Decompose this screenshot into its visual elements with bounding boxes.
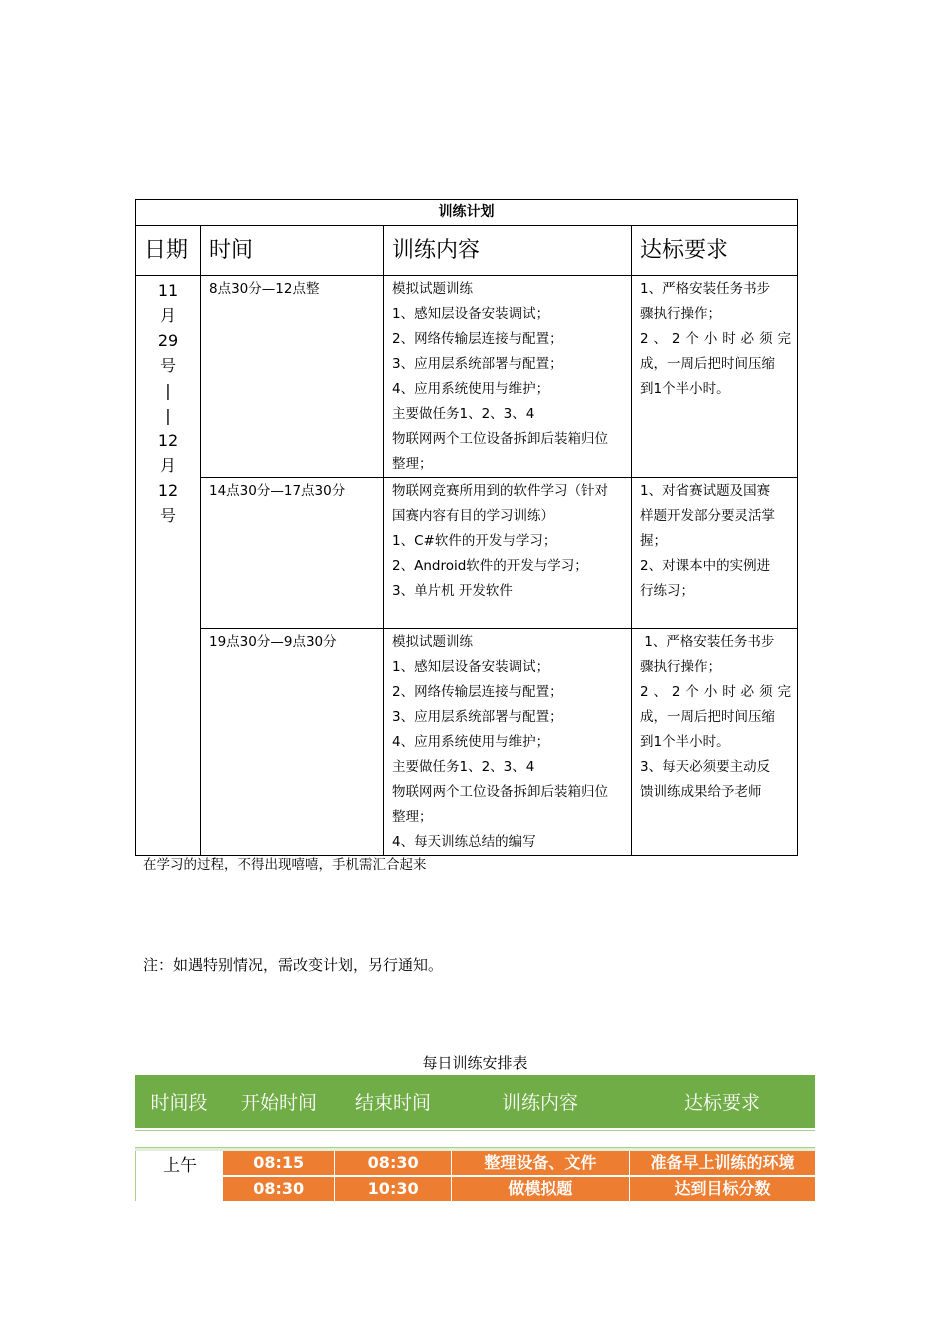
requirement-line: 到1个半小时。 [640,734,730,750]
header-requirements: 达标要求 [632,226,798,276]
schedule-title: 每日训练安排表 [422,1054,528,1072]
schedule-content: 做模拟题 [452,1177,630,1201]
date-char: 月 [159,306,176,325]
requirement-line: 样题开发部分要灵活掌 [640,508,775,524]
time-slot-1: 8点30分—12点整 [201,276,384,478]
content-line: 物联网竞赛所用到的软件学习（针对 [392,483,608,499]
schedule-start: 08:15 [223,1151,335,1175]
requirement-line: 2、2个小时必须完 [640,684,791,700]
requirement-line: 2、对课本中的实例进 [640,558,771,574]
requirement-line: 1、对省赛试题及国赛 [640,483,771,499]
schedule-header-requirement: 达标要求 [683,1092,760,1114]
content-line: 整理； [392,809,433,825]
date-char: 12 [157,481,179,500]
content-line: 2、网络传输层连接与配置； [392,331,563,347]
date-char: 月 [159,456,176,475]
content-line: 4、每天训练总结的编写 [392,834,536,850]
header-content: 训练内容 [384,226,632,276]
date-char: | [165,381,171,400]
content-line: 3、单片机 开发软件 [392,583,513,599]
requirement-line: 骤执行操作； [640,659,721,675]
date-char: | [165,406,171,425]
content-line: 4、应用系统使用与维护； [392,734,550,750]
header-time: 时间 [201,226,384,276]
content-3 [384,629,632,856]
date-range-cell [136,276,201,856]
requirement-line: 馈训练成果给予老师 [640,784,762,800]
content-line: 模拟试题训练 [392,634,473,650]
requirements-1 [632,276,798,478]
header-date: 日期 [136,226,201,276]
schedule-start: 08:30 [223,1177,335,1201]
requirement-line: 成，一周后把时间压缩 [640,709,775,725]
requirement-line: 3、每天必须要主动反 [640,759,771,775]
study-rule-note: 在学习的过程，不得出现嘻嘻，手机需汇合起来 [143,857,427,873]
schedule-requirement: 达到目标分数 [674,1179,771,1198]
schedule-body [135,1151,815,1201]
training-plan-table [135,199,798,856]
requirement-line: 握； [640,533,667,549]
requirement-line: 行练习； [640,583,694,599]
schedule-end: 08:30 [335,1151,451,1175]
content-line: 4、应用系统使用与维护； [392,381,550,397]
content-line: 3、应用层系统部署与配置； [392,356,563,372]
schedule-content: 整理设备、文件 [452,1151,630,1175]
schedule-header-period: 时间段 [150,1092,208,1114]
content-line: 整理； [392,456,433,472]
schedule-row [223,1151,815,1175]
content-line: 1、感知层设备安装调试； [392,659,550,675]
time-slot-3: 19点30分—9点30分 [201,629,384,856]
content-line: 2、网络传输层连接与配置； [392,684,563,700]
date-char: 号 [159,356,176,375]
requirements-3 [632,629,798,856]
schedule-end: 10:30 [335,1177,451,1201]
content-line: 1、感知层设备安装调试； [392,306,550,322]
date-char: 29 [157,331,179,350]
schedule-requirement: 准备早上训练的环境 [650,1153,795,1172]
schedule-row [223,1177,815,1201]
content-1 [384,276,632,478]
content-line: 主要做任务1、2、3、4 [392,759,535,775]
content-line: 模拟试题训练 [392,281,473,297]
schedule-header-row [135,1075,815,1128]
date-char: 号 [159,506,176,525]
plan-change-note: 注：如遇特别情况，需改变计划，另行通知。 [143,956,444,974]
schedule-header-start: 开始时间 [240,1092,317,1114]
schedule-spacer-row [135,1130,815,1148]
content-2 [384,478,632,629]
content-line: 1、C#软件的开发与学习； [392,533,557,549]
content-line: 主要做任务1、2、3、4 [392,406,535,422]
schedule-period: 上午 [135,1151,224,1201]
requirement-line: 1、严格安装任务书步 [640,281,771,297]
requirement-line: 2、2个小时必须完 [640,331,791,347]
time-slot-2: 14点30分—17点30分 [201,478,384,629]
content-line: 国赛内容有目的学习训练） [392,508,554,524]
content-line: 物联网两个工位设备拆卸后装箱归位 [392,431,608,447]
schedule-header-end: 结束时间 [354,1092,431,1114]
requirement-line: 到1个半小时。 [640,381,730,397]
content-line: 2、Android软件的开发与学习； [392,558,588,574]
date-char: 11 [157,281,179,300]
requirement-line: 1、严格安装任务书步 [640,634,775,650]
requirement-line: 成，一周后把时间压缩 [640,356,775,372]
requirements-2 [632,478,798,629]
content-line: 物联网两个工位设备拆卸后装箱归位 [392,784,608,800]
daily-schedule-table [135,1075,815,1201]
content-line: 3、应用层系统部署与配置； [392,709,563,725]
date-char: 12 [157,431,179,450]
schedule-header-content: 训练内容 [501,1092,578,1114]
plan-title: 训练计划 [136,200,798,226]
requirement-line: 骤执行操作； [640,306,721,322]
